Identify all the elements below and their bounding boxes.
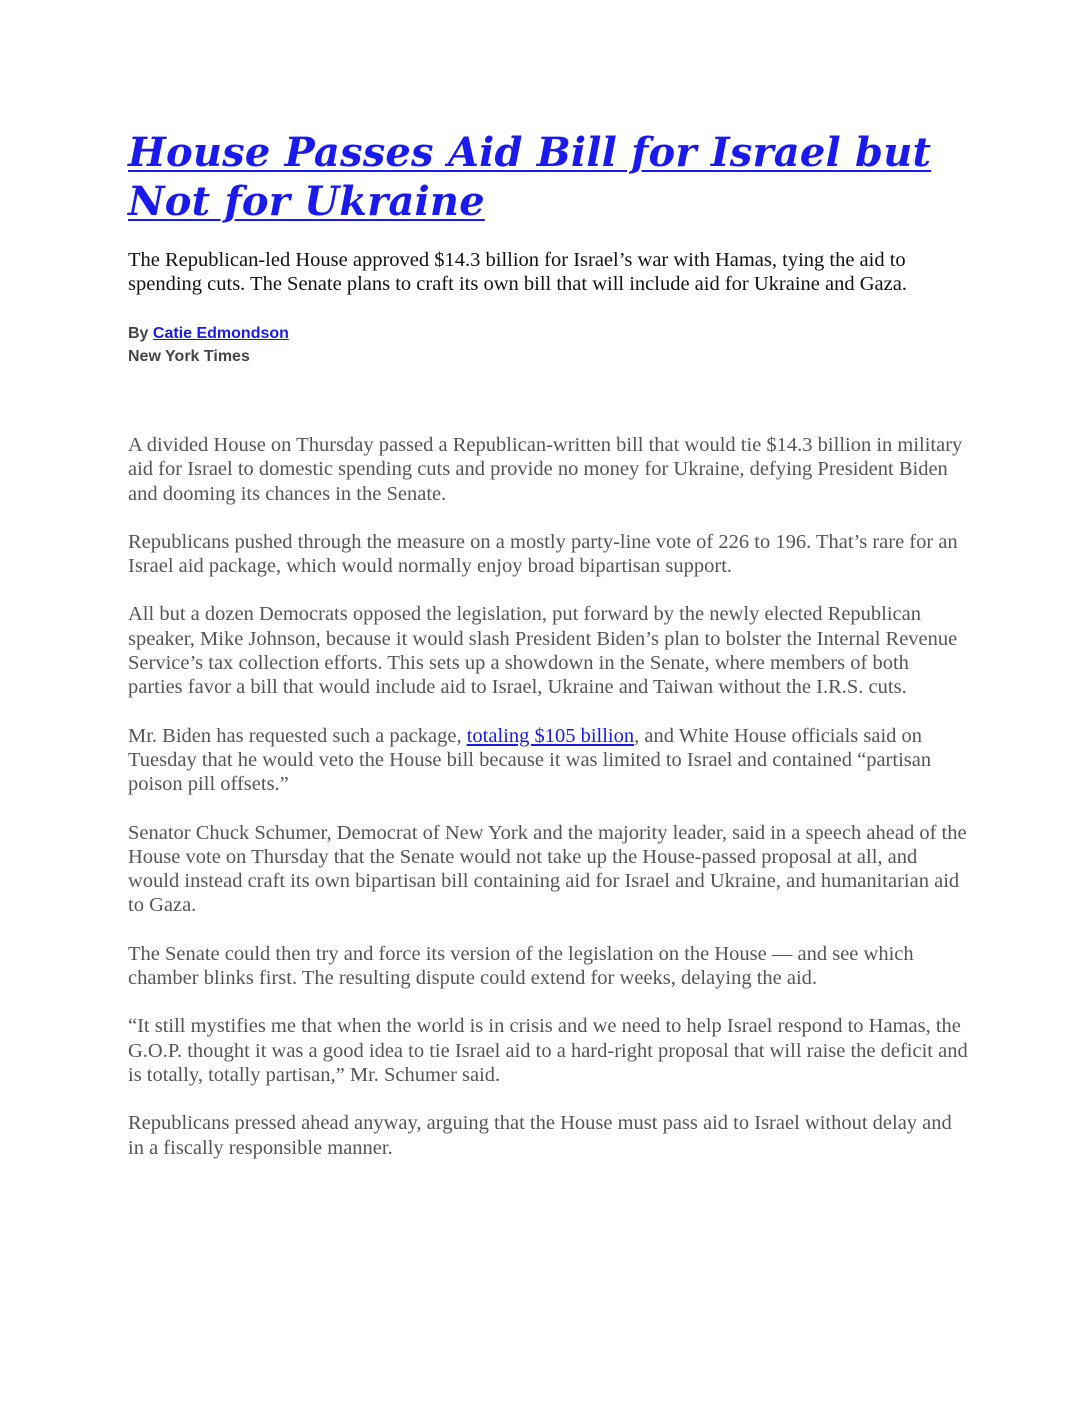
- totaling-105-billion-link[interactable]: totaling $105 billion: [466, 724, 635, 747]
- body-paragraph: Senator Chuck Schumer, Democrat of New York and the majority leader, said in a speech ahead of the House vote on Thursday that the Senate would not take up the House-passed proposal at all, and would instead craft its own bipartisan bill containing aid for Israel and Ukraine, and humanitarian aid to Gaza.: [128, 821, 967, 917]
- paragraph-text: , and White House officials said on Tuesday that he would veto the House bill because it was limited to Israel and contained “partisan poison pill offsets.”: [128, 724, 932, 796]
- author-link[interactable]: Catie Edmondson: [152, 325, 289, 342]
- body-paragraph: All but a dozen Democrats opposed the legislation, put forward by the newly elected Republican speaker, Mike Johnson, because it would slash President Biden’s plan to bolster the Internal Revenue Service’s tax collection efforts. This sets up a showdown in the Senate, where members of both parties favor a bill that would include aid to Israel, Ukraine and Taiwan without the I.R.S. cuts.: [128, 603, 958, 699]
- headline: [128, 128, 968, 226]
- body-paragraph: [128, 724, 968, 797]
- body-paragraph: The Senate could then try and force its version of the legislation on the House — and see which chamber blinks first. The resulting dispute could extend for weeks, delaying the aid.: [128, 942, 914, 990]
- paragraph-text: Mr. Biden has requested such a package,: [128, 724, 467, 747]
- body-paragraph: Republicans pushed through the measure on a mostly party-line vote of 226 to 196. That’s rare for an Israel aid package, which would normally enjoy broad bipartisan support.: [128, 530, 958, 578]
- publication-name: New York Times: [128, 348, 250, 365]
- article-dek: The Republican-led House approved $14.3 billion for Israel’s war with Hamas, tying the aid to spending cuts. The Senate plans to craft its own bill that will include aid for Ukraine and Gaza.: [128, 249, 907, 295]
- body-paragraph: A divided House on Thursday passed a Republican-written bill that would tie $14.3 billion in military aid for Israel to domestic spending cuts and provide no money for Ukraine, defying President Biden and dooming its chances in the Senate.: [128, 434, 963, 505]
- headline-link[interactable]: House Passes Aid Bill for Israel but Not for Ukraine: [128, 129, 932, 225]
- article-page: [128, 128, 968, 1184]
- byline-prefix: By: [128, 325, 149, 342]
- author-line: [128, 322, 968, 345]
- article-body: [128, 433, 968, 1160]
- body-paragraph: “It still mystifies me that when the world is in crisis and we need to help Israel respond to Hamas, the G.O.P. thought it was a good idea to tie Israel aid to a hard-right proposal that will raise the deficit and is totally, totally partisan,” Mr. Schumer said.: [128, 1015, 968, 1086]
- body-paragraph: Republicans pressed ahead anyway, arguing that the House must pass aid to Israel without delay and in a fiscally responsible manner.: [128, 1112, 952, 1159]
- byline: [128, 322, 968, 368]
